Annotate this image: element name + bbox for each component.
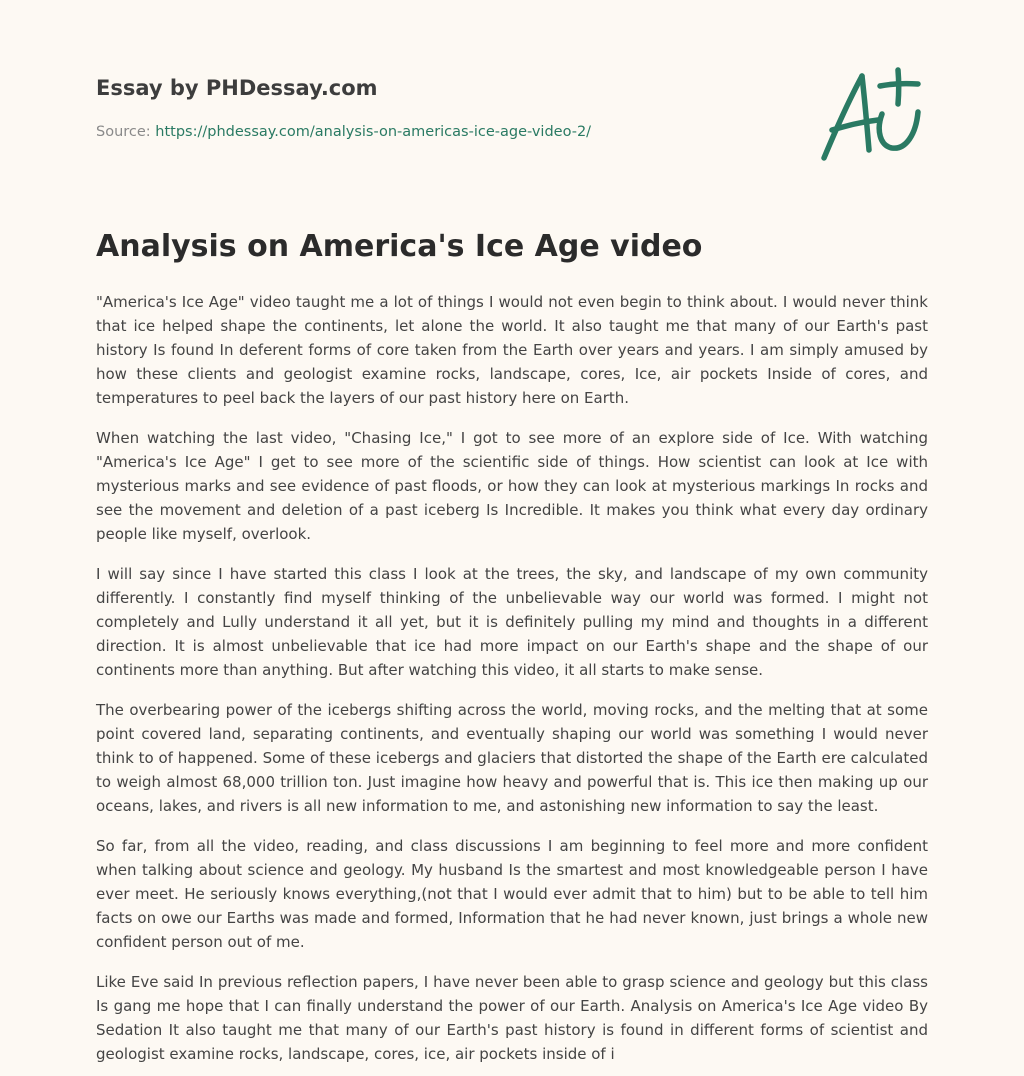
essay-paragraph: So far, from all the video, reading, and class discussions I am beginning to feel more and more confident when talking about science and geology. My husband Is the smartest and most knowledgeable person I have ever meet. He seriously knows everything,(not that I would ever admit that to him) but to be able to tell him facts on owe our Earths was made and formed, Information that he had never known, just brings a whole new confident person out of me. (96, 837, 928, 951)
a-plus-logo-icon (818, 64, 928, 168)
site-title: Essay by PHDessay.com (96, 76, 378, 100)
essay-paragraph: The overbearing power of the icebergs shifting across the world, moving rocks, and the melting that at some point covered land, separating continents, and eventually shaping our world was something I would never think to of happened. Some of these icebergs and glaciers that distorted the shape of the Earth ere calculated to weigh almost 68,000 trillion ton. Just imagine how heavy and powerful that is. This ice then making up our oceans, lakes, and rivers is all new information to me, and astonishing new information to say the least. (96, 701, 928, 815)
page-header (96, 0, 928, 190)
source-label: Source: (96, 124, 156, 140)
source-line (96, 124, 591, 140)
source-link[interactable]: https://phdessay.com/analysis-on-americas-ice-age-video-2/ (155, 124, 592, 140)
essay-paragraph: When watching the last video, "Chasing Ice," I got to see more of an explore side of Ice. With watching "America's Ice Age" I get to see more of the scientific side of things. How scientist can look at Ice with mysterious marks and see evidence of past floods, or how they can look at mysterious markings In rocks and see the movement and deletion of a past iceberg Is Incredible. It makes you think what every day ordinary people like myself, overlook. (96, 429, 928, 543)
essay-paragraph: "America's Ice Age" video taught me a lot of things I would not even begin to think about. I would never think that ice helped shape the continents, let alone the world. It also taught me that many of our Earth's past history Is found In deferent forms of core taken from the Earth over years and years. I am simply amused by how these clients and geologist examine rocks, landscape, cores, Ice, air pockets Inside of cores, and temperatures to peel back the layers of our past history here on Earth. (96, 293, 928, 407)
essay-paragraph: Like Eve said In previous reflection papers, I have never been able to grasp science and geology but this class Is gang me hope that I can finally understand the power of our Earth. Analysis on America's Ice Age video By Sedation It also taught me that many of our Earth's past history is found in different forms of scientist and geologist examine rocks, landscape, cores, ice, air pockets inside of i (96, 973, 928, 1063)
essay-title: Analysis on America's Ice Age video (96, 229, 703, 264)
essay-paragraph: I will say since I have started this class I look at the trees, the sky, and landscape of my own community differently. I constantly find myself thinking of the unbelievable way our world was formed. I might not completely and Lully understand it all yet, but it is definitely pulling my mind and thoughts in a different direction. It is almost unbelievable that ice had more impact on our Earth's shape and the shape of our continents more than anything. But after watching this video, it all starts to make sense. (96, 565, 928, 679)
essay-body (96, 290, 928, 1066)
